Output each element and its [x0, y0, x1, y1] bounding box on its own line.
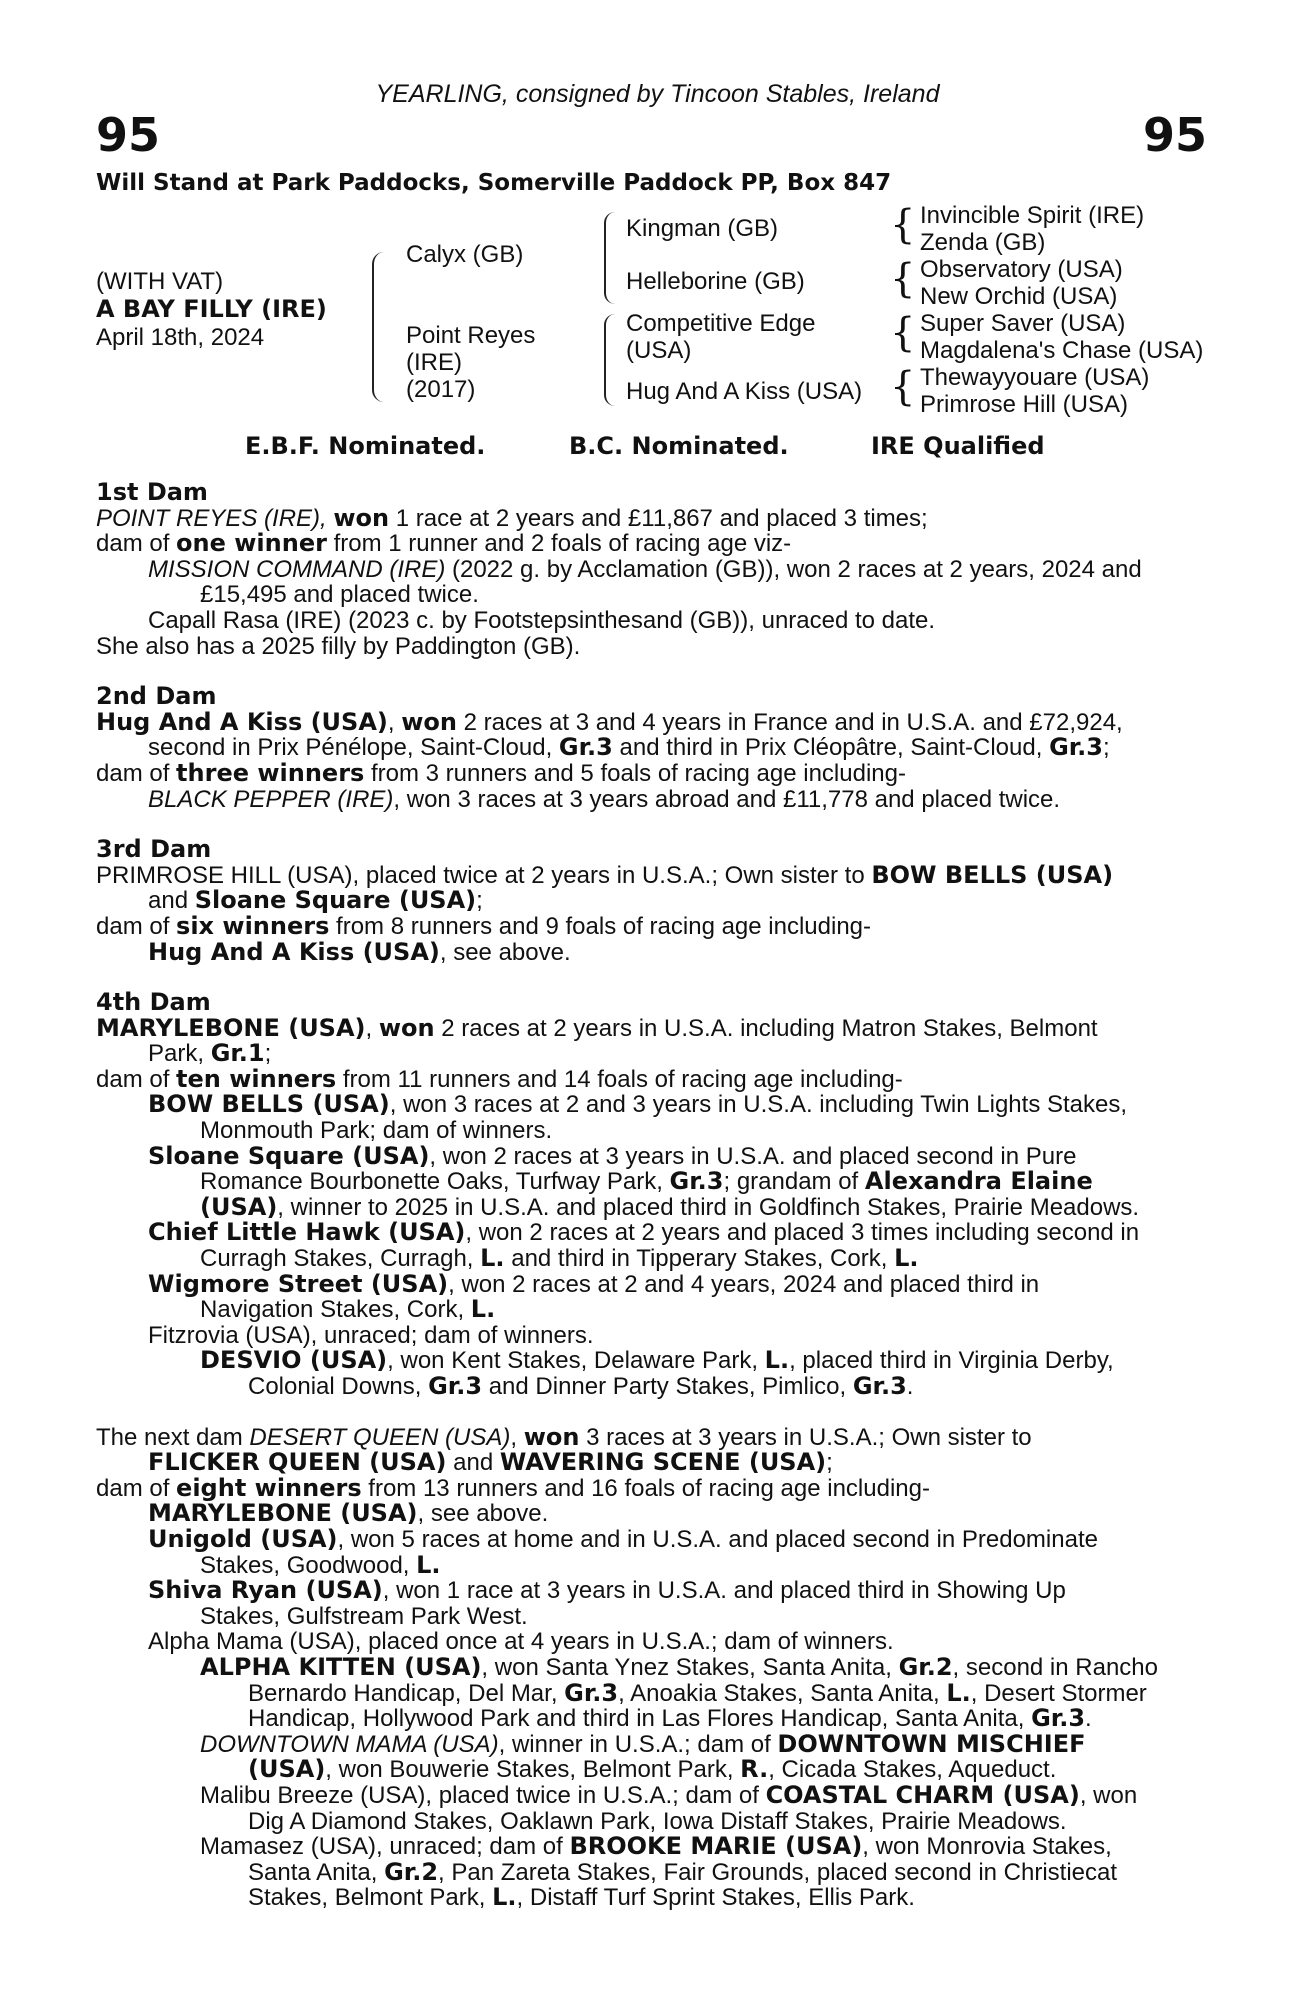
- text: , won 2 races at 2 years and placed 3 times including second in: [465, 1219, 1140, 1247]
- text: ;: [264, 1040, 272, 1068]
- text: dam of: [96, 912, 177, 940]
- grade: Gr.2: [384, 1857, 439, 1886]
- progeny-name: BOW BELLS (USA): [148, 1090, 390, 1119]
- grade: Gr.3: [564, 1678, 619, 1707]
- sire-sire: Kingman (GB): [626, 215, 779, 242]
- progeny-name: MISSION COMMAND (IRE): [148, 555, 446, 583]
- text: 2 races at 3 and 4 years in France and in U.S.A. and £72,924,: [456, 708, 1123, 736]
- text: and: [148, 887, 195, 915]
- grade: Gr.3: [558, 733, 613, 762]
- text: PRIMROSE HILL (USA), placed twice at 2 years in U.S.A.; Own sister to: [96, 861, 872, 889]
- text: ;: [476, 887, 483, 915]
- text: , won 5 races at home and in U.S.A. and placed second in Predominate: [337, 1525, 1098, 1553]
- grade: L.: [416, 1550, 441, 1579]
- text: Stakes, Goodwood,: [200, 1551, 417, 1579]
- text: from 13 runners and 16 foals of racing age including-: [361, 1474, 930, 1502]
- bc-nomination: B.C. Nominated.: [569, 432, 789, 460]
- progeny-name: Unigold (USA): [148, 1524, 338, 1553]
- text: , Cicada Stakes, Aqueduct.: [768, 1756, 1057, 1784]
- text: £15,495 and placed twice.: [200, 581, 479, 609]
- sibling-name: FLICKER QUEEN (USA): [148, 1448, 447, 1477]
- text: from 1 runner and 2 foals of racing age viz-: [326, 530, 792, 558]
- dam-sire-line1: Competitive Edge: [626, 310, 816, 337]
- ebf-nomination: E.B.F. Nominated.: [245, 432, 486, 460]
- fourth-dam-section: [96, 990, 1206, 1400]
- sibling-name: BOW BELLS (USA): [871, 860, 1114, 889]
- dam-name: DESERT QUEEN (USA): [249, 1423, 511, 1451]
- text: dam of: [96, 1065, 177, 1093]
- won-label: won: [378, 1013, 435, 1042]
- text: ,: [365, 1014, 379, 1042]
- sibling-name: WAVERING SCENE (USA): [499, 1448, 827, 1477]
- ire-qualification: IRE Qualified: [871, 432, 1045, 460]
- text: , won Kent Stakes, Delaware Park,: [387, 1347, 765, 1375]
- text: 2 races at 2 years in U.S.A. including Matron Stakes, Belmont: [434, 1014, 1098, 1042]
- text: dam of: [96, 759, 177, 787]
- text: dam of: [96, 530, 177, 558]
- catalogue-subtitle: YEARLING, consigned by Tincoon Stables, Ireland: [375, 80, 940, 108]
- section-heading: 4th Dam: [96, 988, 211, 1017]
- catalogue-body: [96, 480, 1206, 1911]
- text: She also has a 2025 filly by Paddington (GB).: [96, 632, 581, 660]
- text: Dig A Diamond Stakes, Oaklawn Park, Iowa Distaff Stakes, Prairie Meadows.: [248, 1807, 1067, 1835]
- text: , Pan Zareta Stakes, Fair Grounds, placed second in Christiecat: [438, 1858, 1118, 1886]
- dam-sire-dam: Magdalena's Chase (USA): [920, 337, 1204, 364]
- dam-dam-dam: Primrose Hill (USA): [920, 391, 1129, 418]
- progeny-entry: Fitzrovia (USA), unraced; dam of winners.: [148, 1321, 594, 1349]
- text: Navigation Stakes, Cork,: [200, 1296, 471, 1324]
- progeny-name: Sloane Square (USA): [148, 1141, 430, 1170]
- text: ,: [510, 1423, 524, 1451]
- text: Stakes, Gulfstream Park West.: [200, 1602, 528, 1630]
- text: , placed third in Virginia Derby,: [789, 1347, 1114, 1375]
- vat-note: (WITH VAT): [96, 268, 224, 295]
- sire-sire-sire: Invincible Spirit (IRE): [920, 202, 1145, 229]
- text: , won: [1079, 1781, 1138, 1809]
- text: , won Monrovia Stakes,: [862, 1833, 1112, 1861]
- dam-name: MARYLEBONE (USA): [96, 1013, 366, 1042]
- text: Romance Bourbonette Oaks, Turfway Park,: [200, 1168, 670, 1196]
- dam-line2: (IRE): [406, 349, 462, 376]
- first-dam-section: [96, 480, 1206, 659]
- second-dam-section: [96, 684, 1206, 812]
- text: , won 2 races at 2 and 4 years, 2024 and placed third in: [448, 1270, 1040, 1298]
- text: ; grandam of: [723, 1168, 865, 1196]
- winners-count: ten winners: [176, 1064, 337, 1093]
- text: 1 race at 2 years and £11,867 and placed 3 times;: [389, 504, 928, 532]
- text: , won Santa Ynez Stakes, Santa Anita,: [481, 1653, 899, 1681]
- grade: L.: [894, 1244, 919, 1273]
- text: from 11 runners and 14 foals of racing age including-: [336, 1065, 903, 1093]
- text: , see above.: [417, 1500, 549, 1528]
- next-dam-section: [96, 1422, 1206, 1912]
- won-label: won: [401, 707, 457, 736]
- text: , Distaff Turf Sprint Stakes, Ellis Park.: [516, 1884, 915, 1912]
- progeny-name: (USA): [200, 1192, 278, 1221]
- progeny-name: ALPHA KITTEN (USA): [200, 1652, 482, 1681]
- dam-dam: Hug And A Kiss (USA): [626, 378, 863, 405]
- grade: L.: [764, 1346, 790, 1375]
- text: Mamasez (USA), unraced; dam of: [200, 1833, 570, 1861]
- pedigree-brace: [604, 212, 615, 304]
- grade: L.: [946, 1678, 971, 1707]
- text: ;: [826, 1449, 833, 1477]
- text: , winner in U.S.A.; dam of: [498, 1730, 778, 1758]
- text: ;: [1103, 734, 1110, 762]
- text: .: [1085, 1705, 1092, 1733]
- text: , won 1 race at 3 years in U.S.A. and placed third in Showing Up: [382, 1577, 1066, 1605]
- text: from 8 runners and 9 foals of racing age including-: [329, 912, 872, 940]
- progeny-name: Hug And A Kiss (USA): [148, 937, 440, 966]
- progeny-name: MARYLEBONE (USA): [148, 1499, 418, 1528]
- dam-name: POINT REYES (IRE),: [96, 504, 334, 532]
- text: , won 2 races at 3 years in U.S.A. and placed second in Pure: [429, 1142, 1077, 1170]
- text: , Desert Stormer: [970, 1679, 1147, 1707]
- progeny-name: (USA): [248, 1755, 326, 1784]
- text: , won Bouwerie Stakes, Belmont Park,: [325, 1756, 741, 1784]
- sire-dam-sire: Observatory (USA): [920, 256, 1123, 283]
- text: The next dam: [96, 1423, 250, 1451]
- text: Park,: [148, 1040, 211, 1068]
- sire-sire-dam: Zenda (GB): [920, 229, 1046, 256]
- progeny-entry: Capall Rasa (IRE) (2023 c. by Footstepsinthesand (GB)), unraced to date.: [148, 606, 936, 634]
- winners-count: six winners: [176, 911, 330, 940]
- text: , won 3 races at 2 and 3 years in U.S.A. including Twin Lights Stakes,: [389, 1091, 1128, 1119]
- dam-line3: (2017): [406, 376, 476, 403]
- winners-count: three winners: [176, 758, 365, 787]
- progeny-name: Chief Little Hawk (USA): [148, 1218, 466, 1247]
- third-dam-section: [96, 837, 1206, 965]
- section-heading: 3rd Dam: [96, 835, 212, 864]
- dam-sire-line2: (USA): [626, 337, 692, 364]
- horse-name: A BAY FILLY (IRE): [96, 295, 327, 323]
- text: , second in Rancho: [952, 1653, 1158, 1681]
- text: , Anoakia Stakes, Santa Anita,: [618, 1679, 947, 1707]
- won-label: won: [333, 503, 390, 532]
- pedigree-brace: {: [890, 364, 916, 410]
- sire-dam: Helleborine (GB): [626, 268, 805, 295]
- text: Malibu Breeze (USA), placed twice in U.S.A.; dam of: [200, 1781, 766, 1809]
- progeny-name: Shiva Ryan (USA): [148, 1576, 383, 1605]
- pedigree-brace: {: [890, 256, 916, 302]
- dam-name: Hug And A Kiss (USA): [96, 707, 388, 736]
- pedigree-brace: {: [890, 310, 916, 356]
- text: Stakes, Belmont Park,: [248, 1884, 493, 1912]
- progeny-name: COASTAL CHARM (USA): [765, 1780, 1080, 1809]
- text: from 3 runners and 5 foals of racing age including-: [364, 759, 906, 787]
- pedigree-brace: {: [890, 202, 916, 248]
- grade: Gr.2: [898, 1652, 953, 1681]
- text: Curragh Stakes, Curragh,: [200, 1245, 481, 1273]
- grade: Gr.3: [1031, 1704, 1086, 1733]
- text: Colonial Downs,: [248, 1373, 429, 1400]
- text: and third in Prix Cléopâtre, Saint-Cloud,: [612, 734, 1050, 762]
- text: , see above.: [439, 938, 571, 966]
- grade: Gr.1: [210, 1039, 265, 1068]
- text: Monmouth Park; dam of winners.: [200, 1117, 553, 1145]
- text: dam of: [96, 1474, 177, 1502]
- sire: Calyx (GB): [406, 241, 524, 268]
- progeny-name: Wigmore Street (USA): [148, 1269, 449, 1298]
- progeny-entry: Alpha Mama (USA), placed once at 4 years in U.S.A.; dam of winners.: [148, 1628, 894, 1656]
- text: , winner to 2025 in U.S.A. and placed third in Goldfinch Stakes, Prairie Meadows.: [277, 1193, 1140, 1221]
- pedigree-brace: [604, 314, 615, 406]
- won-label: won: [523, 1422, 580, 1451]
- grade: L.: [470, 1295, 496, 1324]
- sire-dam-dam: New Orchid (USA): [920, 283, 1118, 310]
- grade: Gr.3: [1049, 733, 1103, 762]
- text: and Dinner Party Stakes, Pimlico,: [482, 1373, 853, 1400]
- grade: Gr.3: [669, 1167, 724, 1196]
- dam-dam-sire: Thewayyouare (USA): [920, 364, 1150, 391]
- winners-count: one winner: [176, 529, 327, 558]
- grade: R.: [740, 1755, 769, 1784]
- text: .: [906, 1373, 914, 1400]
- dam-line1: Point Reyes: [406, 322, 536, 349]
- winners-count: eight winners: [176, 1473, 362, 1502]
- text: (2022 g. by Acclamation (GB)), won 2 races at 2 years, 2024 and: [445, 555, 1142, 583]
- text: ,: [387, 708, 402, 736]
- sibling-name: Sloane Square (USA): [194, 886, 477, 915]
- section-heading: 1st Dam: [96, 478, 208, 506]
- grade: Gr.3: [852, 1372, 907, 1400]
- text: Bernardo Handicap, Del Mar,: [248, 1679, 565, 1707]
- grade: L.: [492, 1883, 517, 1912]
- lot-number-left: 95: [96, 108, 161, 162]
- progeny-name: BLACK PEPPER (IRE): [148, 785, 394, 813]
- text: Santa Anita,: [248, 1858, 385, 1886]
- text: 3 races at 3 years in U.S.A.; Own sister to: [579, 1423, 1032, 1451]
- progeny-name: DESVIO (USA): [200, 1346, 388, 1375]
- progeny-name: Alexandra Elaine: [864, 1167, 1093, 1196]
- pedigree-brace: [372, 252, 384, 402]
- progeny-name: DOWNTOWN MAMA (USA): [200, 1730, 499, 1758]
- text: second in Prix Pénélope, Saint-Cloud,: [148, 734, 559, 762]
- stabling-location: Will Stand at Park Paddocks, Somerville Paddock PP, Box 847: [96, 170, 892, 196]
- dam-sire-sire: Super Saver (USA): [920, 310, 1126, 337]
- text: and: [446, 1449, 500, 1477]
- grade: Gr.3: [428, 1372, 483, 1400]
- grade: L.: [480, 1244, 505, 1273]
- progeny-name: DOWNTOWN MISCHIEF: [777, 1729, 1086, 1758]
- progeny-name: BROOKE MARIE (USA): [569, 1832, 863, 1861]
- foaling-date: April 18th, 2024: [96, 324, 265, 351]
- text: Handicap, Hollywood Park and third in Las Flores Handicap, Santa Anita,: [248, 1705, 1032, 1733]
- text: and third in Tipperary Stakes, Cork,: [504, 1245, 895, 1273]
- text: , won 3 races at 3 years abroad and £11,778 and placed twice.: [393, 785, 1061, 813]
- lot-number-right: 95: [1142, 108, 1207, 162]
- section-heading: 2nd Dam: [96, 682, 217, 711]
